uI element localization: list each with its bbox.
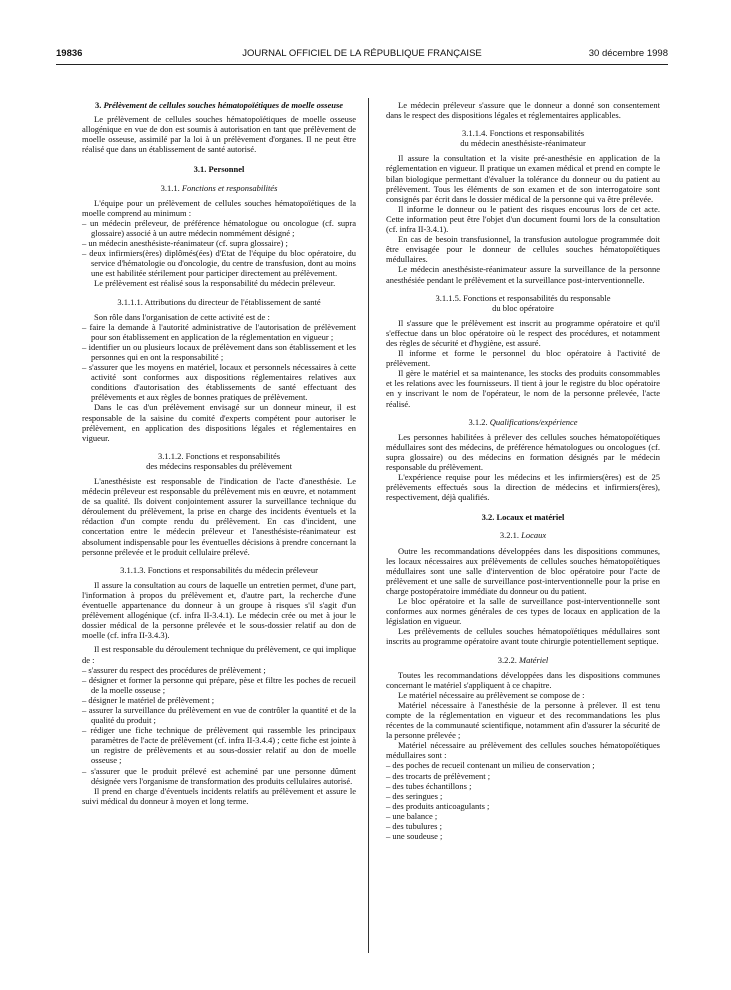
list-item: – des seringues ; bbox=[386, 790, 443, 801]
paragraph: Il s'assure que le prélèvement est inscrit au programme opératoire et qu'il s'effectue dans un bloc opératoire où le respect des procédures, et notamment des règles de sécurité et d'hygiène, est assuré. bbox=[386, 317, 660, 348]
paragraph: Toutes les recommandations développées dans les dispositions communes concernant le matériel s'appliquent à ce chapitre. bbox=[386, 669, 660, 690]
list-item: – s'assurer que le produit prélevé est acheminé par une personne dûment désignée vers l'organisme de transformation des produits cellulaires autorisé. bbox=[82, 765, 356, 786]
paragraph: Il gère le matériel et sa maintenance, les stocks des produits consommables et les relations avec les fournisseurs. Il tient à jour le registre du bloc opératoire en y inscrivant le nom de l'opérateur, le nom de la personne prélevée, l'acte réalisé. bbox=[386, 368, 660, 409]
section-3-1-1-1-heading: 3.1.1.1. Attributions du directeur de l'établissement de santé bbox=[117, 296, 321, 307]
paragraph: En cas de besoin transfusionnel, la transfusion autologue programmée doit être envisagée pour le donneur de cellules souches hématopoïétiques médullaires. bbox=[386, 234, 660, 265]
journal-title: JOURNAL OFFICIEL DE LA RÉPUBLIQUE FRANÇAISE bbox=[242, 48, 482, 59]
list-item: – s'assurer du respect des procédures de prélèvement ; bbox=[82, 664, 266, 675]
list-item: – s'assurer que les moyens en matériel, locaux et personnels nécessaires à cette activité sont conformes aux dispositions réglementaires relatives aux conditions d'autorisation des établissements de santé effectuant des prélèvements et aux règles de bonnes pratiques de prélèvement. bbox=[82, 362, 356, 403]
paragraph: Le prélèvement est réalisé sous la responsabilité du médecin préleveur. bbox=[94, 278, 336, 289]
list-item: – faire la demande à l'autorité administrative de l'autorisation de prélèvement pour son établissement en application de la réglementation en vigueur ; bbox=[82, 321, 356, 342]
page-header bbox=[56, 48, 668, 62]
list-item: – deux infirmiers(ères) diplômés(ées) d'Etat de l'équipe du bloc opératoire, du service d'hématologie ou d'oncologie, du centre de transfusion, dont au moins une est habilitée stérilement pour participer directement au prélèvement. bbox=[82, 248, 356, 279]
list-item: – assurer la surveillance du prélèvement en vue de contrôler la quantité et de la qualité du produit ; bbox=[82, 704, 356, 726]
paragraph: L'équipe pour un prélèvement de cellules souches hématopoïétiques de la moelle comprend au minimum : bbox=[82, 197, 356, 218]
list-item: – identifier un ou plusieurs locaux de prélèvement dans son établissement et les personnes qui en ont la responsabilité ; bbox=[82, 341, 356, 362]
section-3-heading: 3. Prélèvement de cellules souches hématopoïétiques de moelle osseuse bbox=[94, 100, 344, 110]
column-divider bbox=[368, 98, 369, 953]
list-item: – désigner et former la personne qui prépare, pèse et filtre les poches de recueil de la moelle osseuse ; bbox=[82, 674, 356, 695]
paragraph: Il prend en charge d'éventuels incidents relatifs au prélèvement et assure le suivi médical du donneur à moyen et long terme. bbox=[82, 785, 356, 806]
issue-date: 30 décembre 1998 bbox=[588, 48, 668, 59]
list-item: – désigner le matériel de prélèvement ; bbox=[82, 694, 215, 705]
list-item: – des trocarts de prélèvement ; bbox=[386, 770, 491, 781]
paragraph: Il informe le donneur ou le patient des risques encourus lors de cet acte. Cette information peut être l'objet d'un document fourni lors de la consultation (cf. infra II-3.4.1). bbox=[386, 203, 660, 235]
paragraph: Le médecin préleveur s'assure que le donneur a donné son consentement dans le respect des dispositions légales et réglementaires applicables. bbox=[386, 100, 660, 121]
paragraph: Dans le cas d'un prélèvement envisagé sur un donneur mineur, il est responsable de la saisine du comité d'experts compétent pour autoriser le prélèvement, en application des dispositions légales et réglementaires en vigueur. bbox=[82, 402, 356, 443]
paragraph: Il assure la consultation et la visite pré-anesthésie en application de la réglementation en vigueur. Il pratique un examen médical et prend en compte le bilan biologique permettant d'évaluer la tolérance du donneur ou du patient au prélèvement. Tous les éléments de son examen et de son interrogatoire sont consignés par écrit dans le dossier médical de la personne qui va être prélevée. bbox=[386, 153, 660, 204]
right-column bbox=[386, 100, 660, 841]
paragraph: Le médecin anesthésiste-réanimateur assure la surveillance de la personne anesthésiée pendant le prélèvement et la surveillance post-interventionnelle. bbox=[386, 264, 660, 285]
list-item: – un médecin préleveur, de préférence hématologue ou oncologue (cf. supra glossaire) associé à un autre médecin nommément désigné ; bbox=[82, 217, 356, 238]
section-3-1-2-heading: 3.1.2. Qualifications/expérience bbox=[468, 416, 578, 427]
list-item: – des tubes échantillons ; bbox=[386, 780, 472, 791]
list-item: – des poches de recueil contenant un milieu de conservation ; bbox=[386, 760, 595, 771]
section-3-1-1-heading: 3.1.1. Fonctions et responsabilités bbox=[160, 182, 278, 193]
section-3-1-1-5-heading: 3.1.1.5. Fonctions et responsabilités du responsable du bloc opératoire bbox=[435, 292, 611, 313]
section-3-1-1-4-heading: 3.1.1.4. Fonctions et responsabilités du médecin anesthésiste-réanimateur bbox=[460, 128, 586, 149]
paragraph: Les personnes habilitées à prélever des cellules souches hématopoïétiques médullaires sont des médecins, de préférence hématologues ou oncologues (cf. supra glossaire) ou des médecins en formation désignés par le médecin responsable du prélèvement. bbox=[386, 431, 660, 472]
header-rule bbox=[56, 64, 668, 65]
paragraph: Outre les recommandations développées dans les dispositions communes, les locaux nécessaires aux prélèvements de cellules souches hématopoïétiques médullaires sont une salle d'intervention de bloc opératoire pour l'acte de prélèvement et une salle de surveillance post-interventionnelle pour la prise en charge postopératoire immédiate du donneur ou du patient. bbox=[386, 545, 660, 596]
paragraph: Le matériel nécessaire au prélèvement se compose de : bbox=[398, 689, 585, 700]
paragraph: L'anesthésiste est responsable de l'indication de l'acte d'anesthésie. Le médecin préleveur est responsable du prélèvement mis en œuvre, et notamment de sa qualité. Ils doivent conjointement assurer la surveillance technique du déroulement du prélèvement, la prise en charge des incidents éventuels et la rédaction d'un compte rendu du prélèvement. En cas d'incident, une concertation entre le médecin préleveur et l'anesthésiste-réanimateur est absolument indispensable pour les éventuelles décisions à prendre concernant la personne prélevée et le produit cellulaire prélevé. bbox=[82, 476, 356, 557]
section-3-2-1-heading: 3.2.1. Locaux bbox=[499, 530, 547, 541]
list-item: – une balance ; bbox=[386, 810, 438, 821]
paragraph: Il assure la consultation au cours de laquelle un entretien permet, d'une part, l'information à propos du prélèvement et, d'autre part, la recherche d'une éventuelle appartenance du donneur à un groupe à risques s'il s'agit d'un prélèvement allogénique (cf. infra II-3.4.1). Le médecin crée ou met à jour le dossier médical de la personne prélevée et le sous-dossier relatif au don de moelle (cf. infra II-3.4.3). bbox=[82, 579, 356, 641]
paragraph: Il est responsable du déroulement technique du prélèvement, ce qui implique de : bbox=[82, 644, 356, 665]
section-3-1-heading: 3.1. Personnel bbox=[193, 164, 245, 175]
list-item: – des tubulures ; bbox=[386, 821, 442, 831]
left-column bbox=[82, 100, 356, 806]
page-number: 19836 bbox=[56, 48, 83, 59]
paragraph: Le prélèvement de cellules souches hématopoïétiques de moelle osseuse allogénique en vue de don est soumis à autorisation en tant que prélèvement de moelle osseuse, assimilé par la loi à un prélèvement d'organes. Il ne peut être réalisé que dans un établissement de santé autorisé. bbox=[82, 114, 356, 155]
section-3-1-1-3-heading: 3.1.1.3. Fonctions et responsabilités du médecin préleveur bbox=[120, 564, 318, 575]
paragraph: Son rôle dans l'organisation de cette activité est de : bbox=[94, 311, 270, 322]
list-item: – une soudeuse ; bbox=[386, 831, 443, 842]
paragraph: Les prélèvements de cellules souches hématopoïétiques médullaires sont inscrits au programme opératoire avant toute chirurgie potentiellement septique. bbox=[386, 626, 660, 647]
list-item: – rédiger une fiche technique de prélèvement qui rassemble les principaux paramètres de l'acte de prélèvement (cf. infra II-3.4.4) ; cette fiche est jointe à un registre de prélèvements et au sous-dossier relatif au don de moelle osseuse ; bbox=[82, 725, 356, 766]
section-3-1-1-2-heading: 3.1.1.2. Fonctions et responsabilités des médecins responsables du prélèvement bbox=[146, 450, 292, 471]
section-3-2-2-heading: 3.2.2. Matériel bbox=[497, 654, 549, 665]
paragraph: Matériel nécessaire à l'anesthésie de la personne à prélever. Il est tenu compte de la réglementation en vigueur et des recommandations les plus récentes de la communauté scientifique, notamment afin d'assurer la sécurité de la personne prélevée ; bbox=[386, 699, 660, 741]
paragraph: Il informe et forme le personnel du bloc opératoire à l'activité de prélèvement. bbox=[386, 348, 660, 369]
list-item: – des produits anticoagulants ; bbox=[386, 800, 490, 811]
list-item: – un médecin anesthésiste-réanimateur (cf. supra glossaire) ; bbox=[82, 238, 288, 249]
paragraph: L'expérience requise pour les médecins et les infirmiers(ères) est de 25 prélèvements effectués sous la direction de médecins et infirmiers(ères), respectivement, déjà qualifiés. bbox=[386, 472, 660, 503]
section-3-2-heading: 3.2. Locaux et matériel bbox=[481, 512, 565, 523]
paragraph: Matériel nécessaire au prélèvement des cellules souches hématopoïétiques médullaires sont : bbox=[386, 740, 660, 761]
paragraph: Le bloc opératoire et la salle de surveillance post-interventionnelle sont conformes aux normes générales de ces types de locaux en application de la législation en vigueur. bbox=[386, 596, 660, 627]
